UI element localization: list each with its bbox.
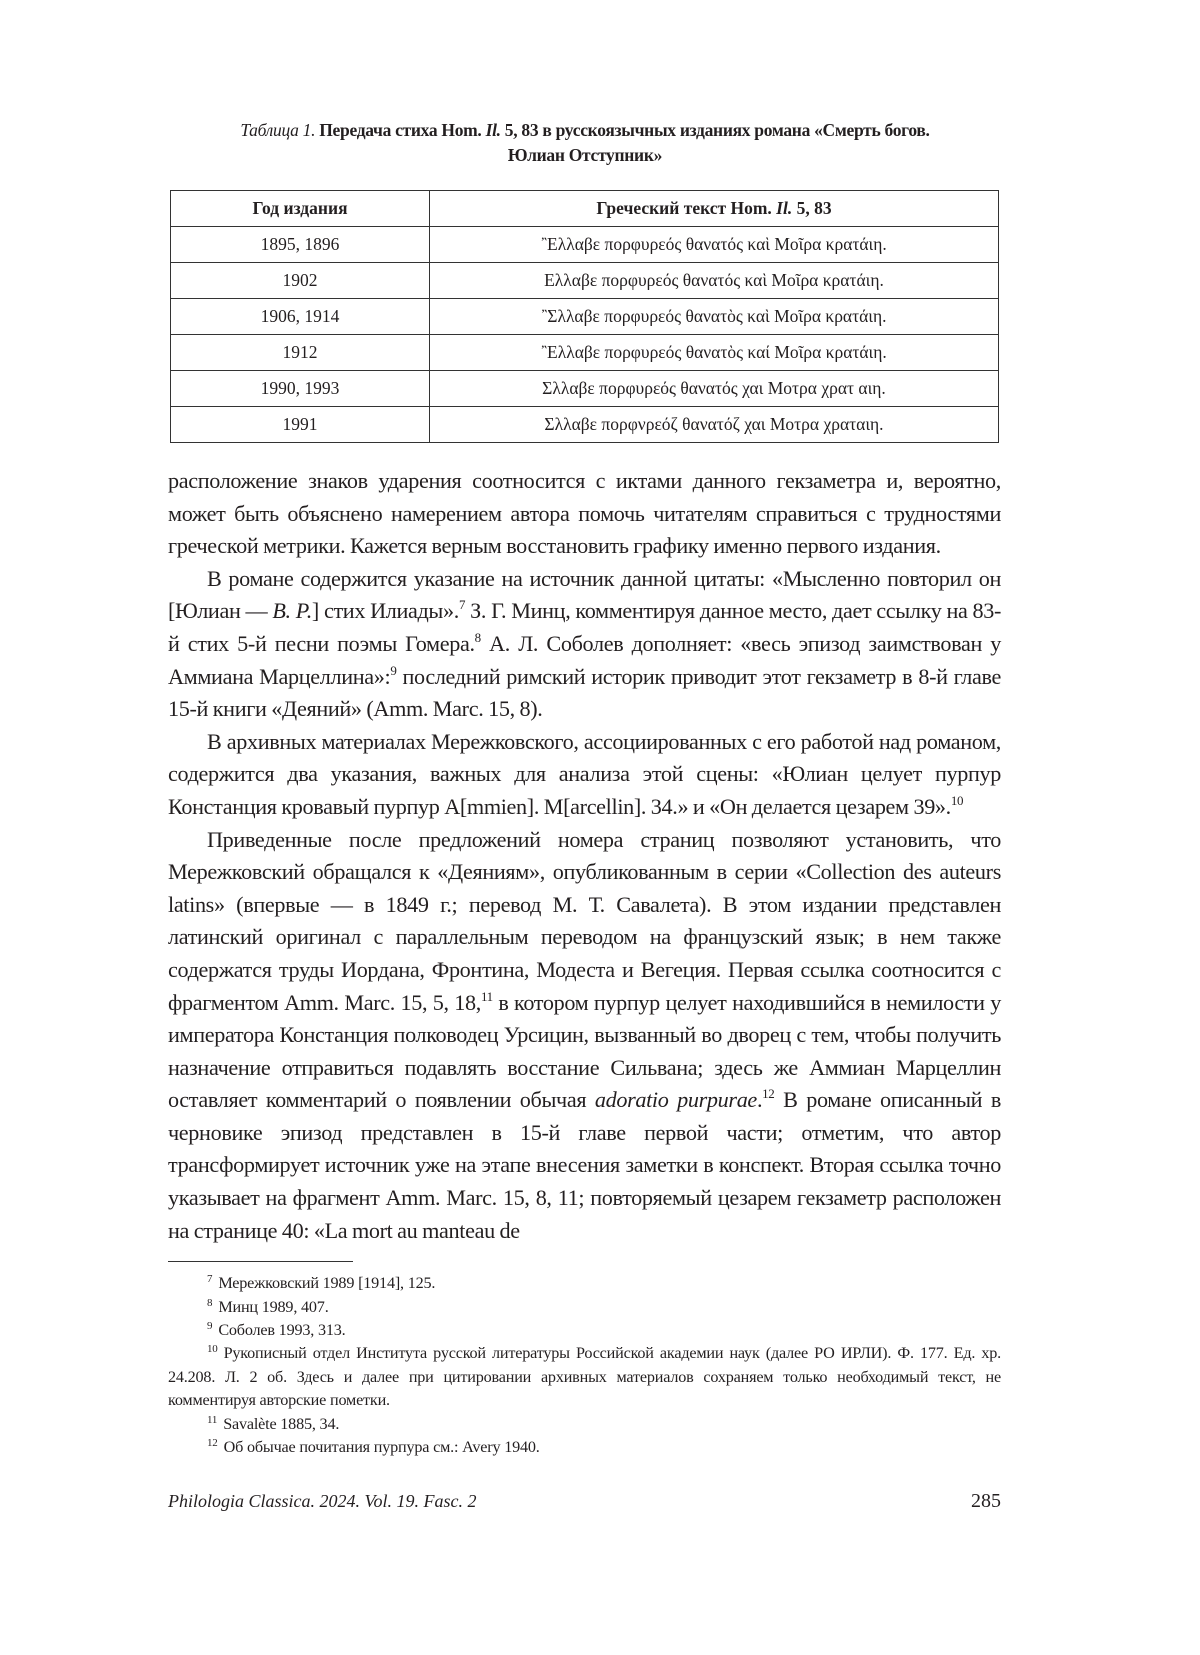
- paragraph: [168, 563, 1001, 726]
- year-cell: 1912: [171, 335, 430, 371]
- text-segment: А. Л. Соболев дополняет: «весь эпизод заимствован у Аммиана Марцеллина»:: [168, 630, 1001, 689]
- table-row: [171, 371, 999, 407]
- page-number: 285: [971, 1489, 1001, 1512]
- footnote: [168, 1319, 1001, 1342]
- text-segment: .: [756, 1087, 763, 1113]
- text-segment: В архивных материалах Мережковского, ассоциированных с его работой над романом, содержится два указания, важных для анализа этой сцены: «Юлиан целует пурпур Констанция кровавый пурпур A[mmien]. M[arcellin]. 34.» и «Он делается цезарем 39».: [168, 728, 1001, 819]
- year-cell: 1895, 1896: [171, 227, 430, 263]
- header-part: 5, 83: [792, 198, 832, 218]
- footnote-number: 8: [207, 1296, 213, 1309]
- caption-title-part: 5, 83 в русскоязычных изданиях романа «Смерть богов.: [500, 120, 930, 140]
- page: [168, 0, 1001, 1553]
- text-segment: в котором пурпур целует находившийся в немилости у императора Констанция полководец Урсицин, вызванный во дворец с тем, чтобы получить назначение отправиться подавлять восстание Сильвана; здесь же Аммиан Марцеллин оставляет комментарий о появлении обычая: [168, 989, 1002, 1113]
- footnote-text: Минц 1989, 407.: [218, 1297, 329, 1316]
- footnote-text: Мережковский 1989 [1914], 125.: [218, 1274, 436, 1293]
- footnote-ref: 7: [458, 597, 466, 613]
- text-segment: З. Г. Минц, комментируя данное место, дает ссылку на 83-й стих 5-й песни поэмы Гомера.: [168, 598, 1002, 656]
- table-header-row: [171, 191, 999, 227]
- table-caption: [170, 118, 1000, 168]
- footnote-ref: 9: [390, 662, 397, 678]
- footnote-ref: 11: [480, 988, 493, 1004]
- footnote-number: 9: [207, 1320, 213, 1333]
- greek-text-cell: Σλλαβε πορφυρεός θανατός χαι Μοτρα χρατ αιη.: [430, 371, 999, 407]
- page-footer: [168, 1490, 1001, 1513]
- footnote: [168, 1296, 1001, 1319]
- footnote: [168, 1413, 1001, 1436]
- year-cell: 1906, 1914: [171, 299, 430, 335]
- editions-table: [170, 190, 999, 443]
- text-segment: adoratio purpurae: [594, 1087, 757, 1113]
- text-segment: расположение знаков ударения соотносится с иктами данного гекзаметра и, вероятно, может быть объяснено намерением автора помочь читателям справиться с трудностями греческой метрики. Кажется верным восстановить графику именно первого издания.: [168, 468, 1001, 559]
- footnote-rule: [168, 1261, 353, 1262]
- footnote-ref: 12: [762, 1086, 775, 1102]
- text-segment: ] стих Илиады».: [311, 598, 459, 624]
- text-segment: В. Р.: [272, 598, 312, 624]
- footnote: [168, 1342, 1001, 1412]
- header-year: Год издания: [171, 191, 430, 227]
- footnote-number: 10: [207, 1343, 218, 1356]
- body-text: [168, 465, 1001, 1247]
- table-row: [171, 263, 999, 299]
- footnote-text: Savalète 1885, 34.: [223, 1414, 340, 1433]
- greek-text-cell: ῍Σλλαβε πορφυρεός θανατὸς καὶ Μοῖρα κρατάιη.: [430, 299, 999, 335]
- year-cell: 1902: [171, 263, 430, 299]
- greek-text-cell: ῍Ελλαβε πορφυρεός θανατός καὶ Μοῖρα κρατάιη.: [430, 227, 999, 263]
- footnote-number: 12: [207, 1437, 218, 1450]
- caption-title-line2: Юлиан Отступник»: [507, 145, 663, 165]
- table-row: [171, 407, 999, 443]
- paragraph: [168, 726, 1001, 824]
- footnote: [168, 1436, 1001, 1459]
- greek-text-cell: Σλλαβε πορφνρεόζ θανατόζ χαι Μοτρα χραταιη.: [430, 407, 999, 443]
- footnote-text: Соболев 1993, 313.: [218, 1321, 346, 1340]
- paragraph: [168, 465, 1001, 563]
- greek-text-cell: ῍Ελλαβε πορφυρεός θανατὸς καί Μοῖρα κρατάιη.: [430, 335, 999, 371]
- header-greek-text: [430, 191, 999, 227]
- header-iliad: Il.: [776, 198, 793, 218]
- caption-title: [319, 120, 929, 140]
- footnote: [168, 1272, 1001, 1295]
- paragraph: [168, 824, 1001, 1248]
- footnote-text: Об обычае почитания пурпура см.: Avery 1940.: [223, 1438, 540, 1457]
- table-row: [171, 335, 999, 371]
- footnote-ref: 8: [474, 629, 481, 645]
- caption-title-iliad: Il.: [485, 120, 501, 140]
- text-segment: В романе описанный в черновике эпизод представлен в 15-й главе первой части; отметим, что автор трансформирует источник уже на этапе внесения заметки в конспект. Вторая ссылка точно указывает на фрагмент Amm. Marc. 15, 8, 11; повторяемый цезарем гекзаметр расположен на странице 40: «La mort au manteau de: [168, 1087, 1001, 1243]
- year-cell: 1990, 1993: [171, 371, 430, 407]
- caption-title-part: Передача стиха Hom.: [319, 120, 486, 140]
- header-part: Греческий текст Hom.: [596, 198, 777, 218]
- text-segment: Приведенные после предложений номера страниц позволяют установить, что Мережковский обращался к «Деяниям», опубликованным в серии «Collection des auteurs latins» (впервые — в 1849 г.; перевод М. Т. Савалета). В этом издании представлен латинский оригинал с параллельным переводом на французский язык; в нем также содержатся труды Иордана, Фронтина, Модеста и Вегеция. Первая ссылка соотносится с фрагментом Amm. Marc. 15, 5, 18,: [168, 826, 1001, 1015]
- footnote-number: 11: [207, 1413, 218, 1426]
- journal-name: Philologia Classica. 2024. Vol. 19. Fasc. 2: [168, 1490, 477, 1511]
- text-segment: последний римский историк приводит этот гекзаметр в 8-й главе 15-й книги «Деяний» (Amm. Marc. 15, 8).: [168, 663, 1001, 722]
- footnote-number: 7: [207, 1273, 213, 1286]
- text-segment: В романе содержится указание на источник данной цитаты: «Мысленно повторил он [Юлиан —: [168, 565, 1001, 624]
- footnotes: [168, 1272, 1001, 1459]
- caption-label: Таблица 1.: [240, 120, 316, 140]
- footnote-text: Рукописный отдел Института русской литературы Российской академии наук (далее РО ИРЛИ). Ф. 177. Ед. хр. 24.208. Л. 2 об. Здесь и далее при цитировании архивных материалов сохраняем только необходимый текст, не комментируя авторские пометки.: [168, 1344, 1001, 1410]
- footnote-ref: 10: [950, 792, 964, 808]
- greek-text-cell: Ελλαβε πορφυρεός θανατός καὶ Μοῖρα κρατάιη.: [430, 263, 999, 299]
- table-row: [171, 227, 999, 263]
- table-row: [171, 299, 999, 335]
- year-cell: 1991: [171, 407, 430, 443]
